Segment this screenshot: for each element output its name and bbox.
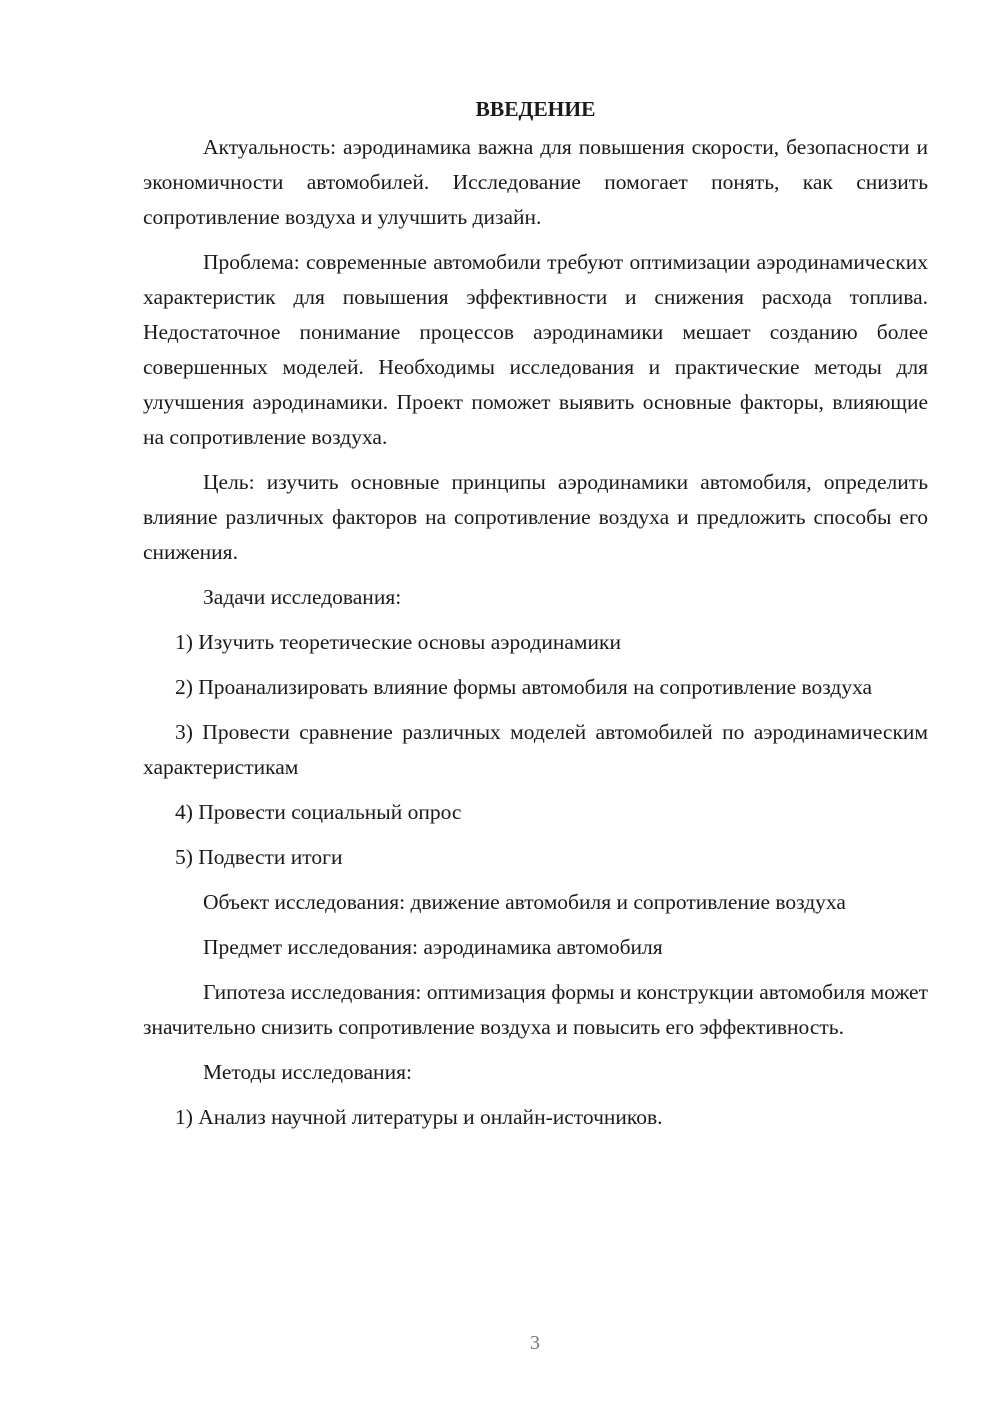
- goal-paragraph: Цель: изучить основные принципы аэродинамики автомобиля, определить влияние различных факторов на сопротивление воздуха и предложить способы его снижения.: [143, 470, 928, 564]
- section-title: ВВЕДЕНИЕ: [475, 97, 596, 121]
- hypothesis-paragraph: Гипотеза исследования: оптимизация формы и конструкции автомобиля может значительно снизить сопротивление воздуха и повысить его эффективность.: [143, 980, 928, 1039]
- object-paragraph: Объект исследования: движение автомобиля и сопротивление воздуха: [203, 890, 846, 914]
- task-item-5: 5) Подвести итоги: [175, 845, 343, 869]
- task-item-4: 4) Провести социальный опрос: [175, 800, 462, 824]
- problem-paragraph: Проблема: современные автомобили требуют оптимизации аэродинамических характеристик для повышения эффективности и снижения расхода топлива. Недостаточное понимание процессов аэродинамики мешает созданию более совершенных моделей. Необходимы исследования и практические методы для улучшения аэродинамики. Проект поможет выявить основные факторы, влияющие на сопротивление воздуха.: [143, 250, 928, 449]
- relevance-paragraph: Актуальность: аэродинамика важна для повышения скорости, безопасности и экономичности автомобилей. Исследование помогает понять, как снизить сопротивление воздуха и улучшить дизайн.: [143, 135, 928, 229]
- page-number: 3: [530, 1332, 540, 1354]
- document-page: [143, 92, 928, 1145]
- task-item-1: 1) Изучить теоретические основы аэродинамики: [175, 630, 621, 654]
- tasks-heading: Задачи исследования:: [203, 585, 402, 609]
- task-item-2: 2) Проанализировать влияние формы автомобиля на сопротивление воздуха: [175, 675, 873, 699]
- subject-paragraph: Предмет исследования: аэродинамика автомобиля: [203, 935, 663, 959]
- methods-heading: Методы исследования:: [203, 1060, 412, 1084]
- task-item-3: 3) Провести сравнение различных моделей автомобилей по аэродинамическим характеристикам: [143, 720, 928, 779]
- method-item-1: 1) Анализ научной литературы и онлайн-источников.: [175, 1105, 663, 1129]
